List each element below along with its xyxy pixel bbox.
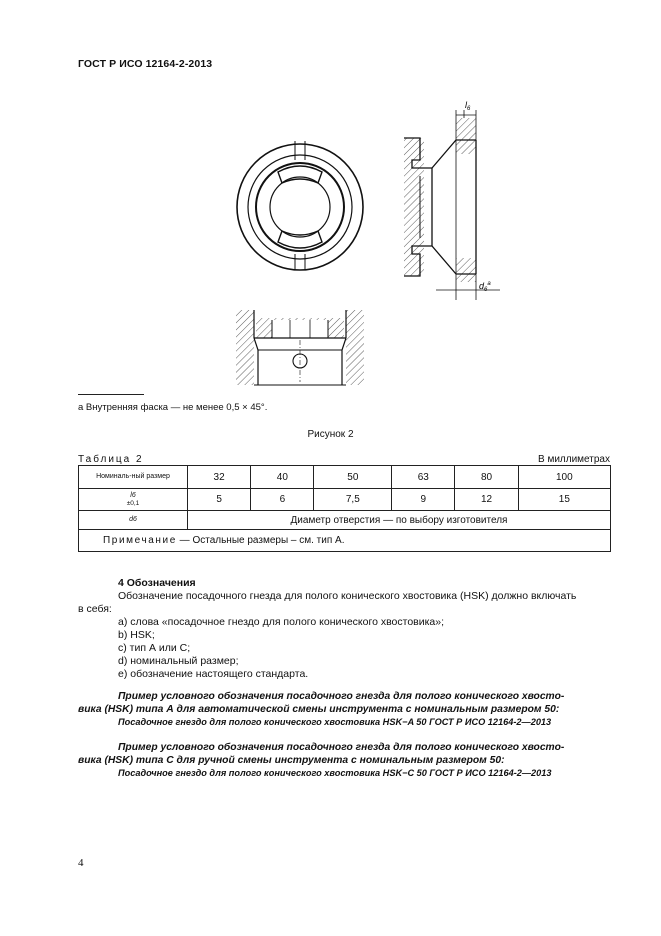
- table-cell: 63: [392, 466, 455, 489]
- example-2-text: Пример условного обозначения посадочного гнезда для полого конического хвосто-: [118, 742, 565, 753]
- table-cell: 5: [188, 489, 251, 511]
- dim-l6-label: $l_6$: [465, 100, 471, 112]
- table-row-l6: [79, 489, 611, 511]
- table-cell: 6: [251, 489, 314, 511]
- footnote-rule: [78, 394, 144, 395]
- d6-symbol: d6: [129, 516, 137, 523]
- table-row-d6: [79, 511, 611, 530]
- example-1-designation: Посадочное гнездо для полого конического хвостовика HSK−A 50 ГОСТ Р ИСО 12164-2—2013: [118, 717, 552, 727]
- example-1-line-1: [78, 691, 613, 704]
- front-view: [237, 141, 363, 270]
- bottom-section-view: [236, 310, 364, 385]
- row-header-d6: [79, 511, 188, 530]
- section-title: 4 Обозначения: [118, 577, 196, 589]
- d6-description: Диаметр отверстия — по выбору изготовителя: [188, 511, 611, 530]
- table-note-row: [79, 530, 611, 552]
- row-header-nominal: Номиналь-ный размер: [79, 466, 188, 489]
- figure-caption: Рисунок 2: [307, 429, 354, 440]
- intro-line-1: Обозначение посадочного гнезда для полого конического хвостовика (HSK) должно включать: [118, 590, 577, 602]
- list-item: c) тип А или С;: [118, 642, 191, 654]
- page-number: 4: [78, 857, 84, 869]
- table-cell: 15: [518, 489, 610, 511]
- table-cell: 7,5: [314, 489, 392, 511]
- table-row-nominal: [79, 466, 611, 489]
- technical-drawing: [0, 0, 661, 420]
- example-1-text: Пример условного обозначения посадочного гнезда для полого конического хвосто-: [118, 691, 565, 702]
- example-2-line-1: [78, 742, 613, 755]
- row-header-l6: [79, 489, 188, 511]
- table-unit: В миллиметрах: [538, 454, 610, 465]
- table-cell: 40: [251, 466, 314, 489]
- example-2-line-2: вика (HSK) типа С для ручной смены инструмента с номинальным размером 50:: [78, 755, 505, 766]
- table-cell: 80: [455, 466, 518, 489]
- note-text: — Остальные размеры – см. тип А.: [176, 535, 345, 546]
- table-note: [79, 530, 611, 552]
- document-header: ГОСТ Р ИСО 12164-2-2013: [78, 58, 213, 70]
- figure-footnote: а Внутренняя фаска — не менее 0,5 × 45°.: [78, 402, 268, 413]
- dimensions-table: [78, 465, 611, 552]
- l6-tolerance: ±0,1: [126, 499, 140, 507]
- table-cell: 32: [188, 466, 251, 489]
- example-1-line-2: вика (HSK) типа А для автоматической смены инструмента с номинальным размером 50:: [78, 704, 560, 715]
- example-2-designation: Посадочное гнездо для полого конического хвостовика HSK−C 50 ГОСТ Р ИСО 12164-2—2013: [118, 768, 552, 778]
- table-title: Таблица 2: [78, 454, 144, 465]
- list-item: e) обозначение настоящего стандарта.: [118, 668, 309, 680]
- table-cell: 50: [314, 466, 392, 489]
- table-cell: 9: [392, 489, 455, 511]
- list-item: d) номинальный размер;: [118, 655, 239, 667]
- table-cell: 100: [518, 466, 610, 489]
- note-label: Примечание: [103, 535, 177, 546]
- table-cell: 12: [455, 489, 518, 511]
- l6-symbol: l6: [130, 491, 136, 499]
- intro-line-2: в себя:: [78, 603, 112, 615]
- side-section-view: [404, 110, 500, 300]
- dim-d6-label: $d_6^a$: [479, 281, 491, 293]
- list-item: a) слова «посадочное гнездо для полого конического хвостовика»;: [118, 616, 445, 628]
- list-item: b) HSK;: [118, 629, 155, 641]
